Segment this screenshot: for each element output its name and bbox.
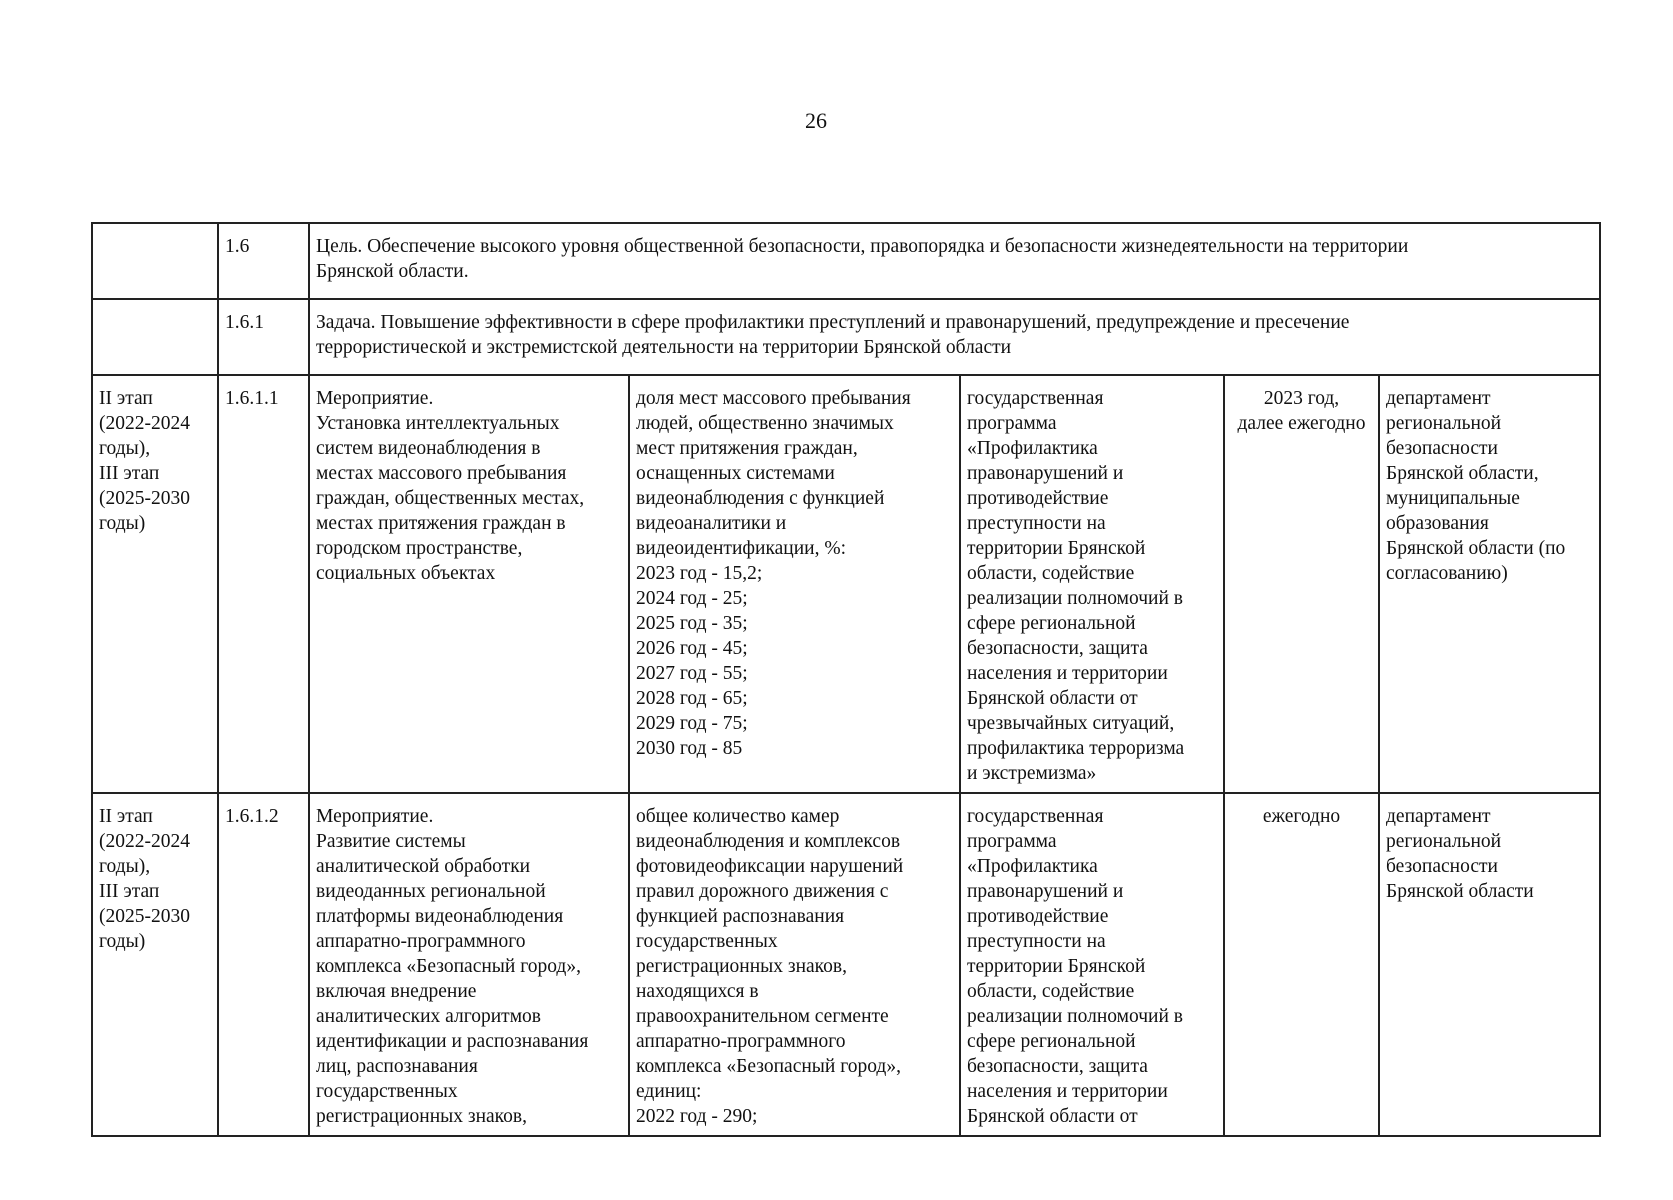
indicator-line: государственных xyxy=(636,931,778,952)
activity-line: Мероприятие. xyxy=(316,388,434,409)
activity-line: лиц, распознавания xyxy=(316,1056,478,1077)
program-line: сфере региональной xyxy=(967,1031,1136,1052)
indicator-line: мест притяжения граждан, xyxy=(636,438,858,459)
responsible-line: Брянской области, xyxy=(1386,463,1539,484)
program-line: территории Брянской xyxy=(967,538,1146,559)
indicator-line: 2025 год - 35; xyxy=(636,613,748,634)
indicator-line: находящихся в xyxy=(636,981,759,1002)
stage-line: годы) xyxy=(99,931,146,952)
stage-line: годы) xyxy=(99,513,146,534)
program-line: Брянской области от xyxy=(967,1106,1138,1127)
program-line: Брянской области от xyxy=(967,688,1138,709)
program-line: сфере региональной xyxy=(967,613,1136,634)
responsible-line: Брянской области (по xyxy=(1386,538,1566,559)
program-line: реализации полномочий в xyxy=(967,588,1183,609)
activity-line: аналитической обработки xyxy=(316,856,531,877)
deadline-cell xyxy=(1224,793,1379,1136)
indicator-line: 2022 год - 290; xyxy=(636,1106,758,1127)
stage-line: II этап xyxy=(99,388,153,409)
activity-line: Мероприятие. xyxy=(316,806,434,827)
activity-line: регистрационных знаков, xyxy=(316,1106,527,1127)
activity-code: 1.6.1.1 xyxy=(218,375,309,793)
page-number: 26 xyxy=(805,108,827,133)
indicator-line: людей, общественно значимых xyxy=(636,413,894,434)
goal-code: 1.6 xyxy=(218,223,309,299)
indicator-line: 2030 год - 85 xyxy=(636,738,743,759)
program-cell xyxy=(960,793,1224,1136)
program-line: правонарушений и xyxy=(967,463,1124,484)
activity-row xyxy=(92,793,1600,1136)
indicator-line: видеоидентификации, %: xyxy=(636,538,846,559)
indicator-line: 2026 год - 45; xyxy=(636,638,748,659)
indicator-line: регистрационных знаков, xyxy=(636,956,847,977)
plan-table xyxy=(91,222,1601,1137)
activity-line: систем видеонаблюдения в xyxy=(316,438,541,459)
activity-line: аналитических алгоритмов xyxy=(316,1006,542,1027)
goal-text-line: Цель. Обеспечение высокого уровня общественной безопасности, правопорядка и безопасности жизнедеятельности на территории xyxy=(316,236,1409,257)
program-line: программа xyxy=(967,413,1057,434)
goal-row xyxy=(92,223,1600,299)
indicator-line: оснащенных системами xyxy=(636,463,835,484)
stage-line: (2025-2030 xyxy=(99,488,190,509)
activity-line: городском пространстве, xyxy=(316,538,523,559)
task-text-line: террористической и экстремистской деятельности на территории Брянской области xyxy=(316,337,1012,358)
task-stage-cell xyxy=(92,299,218,375)
indicator-line: видеонаблюдения и комплексов xyxy=(636,831,901,852)
responsible-line: образования xyxy=(1386,513,1489,534)
responsible-cell xyxy=(1379,375,1600,793)
program-line: профилактика терроризма xyxy=(967,738,1185,759)
goal-text-line: Брянской области. xyxy=(316,261,469,282)
indicator-line: правоохранительном сегменте xyxy=(636,1006,889,1027)
stage-line: годы), xyxy=(99,856,151,877)
deadline-cell xyxy=(1224,375,1379,793)
responsible-line: региональной xyxy=(1386,831,1502,852)
indicator-line: видеонаблюдения с функцией xyxy=(636,488,885,509)
deadline-line: далее ежегодно xyxy=(1237,413,1366,434)
program-line: программа xyxy=(967,831,1057,852)
program-line: чрезвычайных ситуаций, xyxy=(967,713,1175,734)
program-line: преступности на xyxy=(967,513,1106,534)
activity-description xyxy=(309,375,629,793)
activity-row xyxy=(92,375,1600,793)
responsible-line: Брянской области xyxy=(1386,881,1534,902)
program-line: государственная xyxy=(967,388,1104,409)
activity-line: Развитие системы xyxy=(316,831,466,852)
activity-line: граждан, общественных местах, xyxy=(316,488,585,509)
task-row xyxy=(92,299,1600,375)
program-line: безопасности, защита xyxy=(967,1056,1148,1077)
task-code: 1.6.1 xyxy=(218,299,309,375)
program-line: противодействие xyxy=(967,906,1109,927)
program-line: безопасности, защита xyxy=(967,638,1148,659)
indicator-line: аппаратно-программного xyxy=(636,1031,846,1052)
program-line: области, содействие xyxy=(967,563,1135,584)
task-text xyxy=(309,299,1600,375)
task-text-line: Задача. Повышение эффективности в сфере профилактики преступлений и правонарушений, предупреждение и пресечение xyxy=(316,312,1350,333)
program-line: противодействие xyxy=(967,488,1109,509)
program-cell xyxy=(960,375,1224,793)
program-line: реализации полномочий в xyxy=(967,1006,1183,1027)
stage-line: II этап xyxy=(99,806,153,827)
responsible-line: безопасности xyxy=(1386,856,1498,877)
indicator-line: общее количество камер xyxy=(636,806,840,827)
stage-line: (2022-2024 xyxy=(99,831,190,852)
indicator-line: 2027 год - 55; xyxy=(636,663,748,684)
program-line: правонарушений и xyxy=(967,881,1124,902)
activity-line: Установка интеллектуальных xyxy=(316,413,560,434)
program-line: государственная xyxy=(967,806,1104,827)
activity-line: местах притяжения граждан в xyxy=(316,513,566,534)
activity-line: видеоданных региональной xyxy=(316,881,546,902)
indicator-line: доля мест массового пребывания xyxy=(636,388,911,409)
indicator-line: 2028 год - 65; xyxy=(636,688,748,709)
responsible-line: безопасности xyxy=(1386,438,1498,459)
responsible-cell xyxy=(1379,793,1600,1136)
indicator-cell xyxy=(629,375,960,793)
indicator-line: 2024 год - 25; xyxy=(636,588,748,609)
activity-line: идентификации и распознавания xyxy=(316,1031,589,1052)
responsible-line: департамент xyxy=(1386,388,1491,409)
deadline-line: 2023 год, xyxy=(1263,388,1340,409)
program-line: области, содействие xyxy=(967,981,1135,1002)
indicator-line: единиц: xyxy=(636,1081,702,1102)
responsible-line: согласованию) xyxy=(1386,563,1508,584)
stage-line: (2022-2024 xyxy=(99,413,190,434)
stage-line: (2025-2030 xyxy=(99,906,190,927)
activity-line: социальных объектах xyxy=(316,563,496,584)
goal-stage-cell xyxy=(92,223,218,299)
activity-code: 1.6.1.2 xyxy=(218,793,309,1136)
activity-line: платформы видеонаблюдения xyxy=(316,906,564,927)
activity-line: включая внедрение xyxy=(316,981,477,1002)
program-line: и экстремизма» xyxy=(967,763,1097,784)
responsible-line: муниципальные xyxy=(1386,488,1520,509)
program-line: населения и территории xyxy=(967,663,1168,684)
program-line: «Профилактика xyxy=(967,856,1098,877)
program-line: населения и территории xyxy=(967,1081,1168,1102)
program-line: преступности на xyxy=(967,931,1106,952)
activity-line: аппаратно-программного xyxy=(316,931,526,952)
indicator-cell xyxy=(629,793,960,1136)
responsible-line: департамент xyxy=(1386,806,1491,827)
indicator-line: видеоаналитики и xyxy=(636,513,787,534)
program-line: «Профилактика xyxy=(967,438,1098,459)
activity-line: комплекса «Безопасный город», xyxy=(316,956,581,977)
indicator-line: фотовидеофиксации нарушений xyxy=(636,856,904,877)
indicator-line: комплекса «Безопасный город», xyxy=(636,1056,901,1077)
stage-line: III этап xyxy=(99,463,160,484)
activity-line: государственных xyxy=(316,1081,458,1102)
indicator-line: функцией распознавания xyxy=(636,906,845,927)
deadline-line: ежегодно xyxy=(1262,806,1341,827)
responsible-line: региональной xyxy=(1386,413,1502,434)
goal-text xyxy=(309,223,1600,299)
indicator-line: 2023 год - 15,2; xyxy=(636,563,763,584)
program-line: территории Брянской xyxy=(967,956,1146,977)
indicator-line: правил дорожного движения с xyxy=(636,881,889,902)
stage-line: III этап xyxy=(99,881,160,902)
activity-line: местах массового пребывания xyxy=(316,463,567,484)
stage-line: годы), xyxy=(99,438,151,459)
activity-description xyxy=(309,793,629,1136)
stage-cell xyxy=(92,375,218,793)
indicator-line: 2029 год - 75; xyxy=(636,713,748,734)
stage-cell xyxy=(92,793,218,1136)
